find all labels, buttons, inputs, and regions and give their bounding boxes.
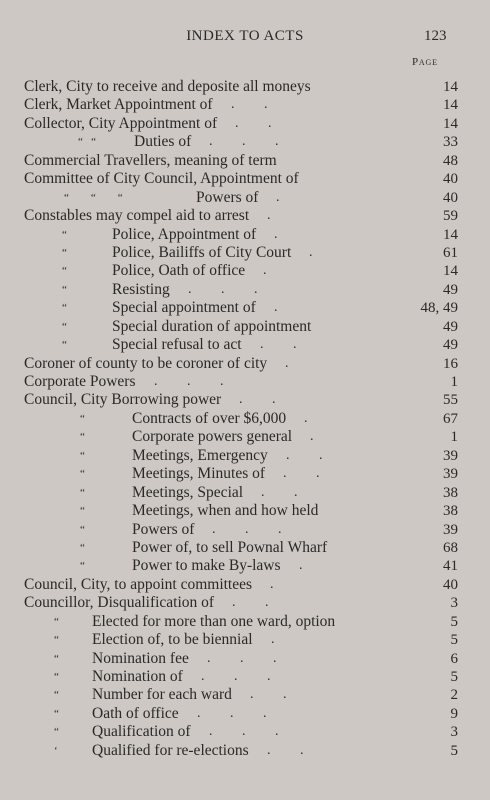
entry-page-number: 2: [450, 687, 458, 704]
index-entry: [0, 207, 490, 225]
index-entry: [0, 318, 490, 336]
leader-dots: . .: [286, 447, 323, 463]
ditto-mark: “: [62, 302, 67, 315]
index-entry: [0, 410, 490, 428]
entry-page-number: 5: [450, 669, 458, 685]
entry-text: Collector, City Appointment of: [24, 114, 218, 132]
entry-page-number: 39: [443, 521, 458, 538]
index-entry: [0, 355, 490, 373]
page-number: 123: [424, 28, 447, 44]
leader-dots: . .: [231, 97, 268, 113]
entry-text: Nomination of: [92, 668, 183, 685]
index-entry: [0, 465, 490, 483]
leader-dots: . . .: [197, 705, 267, 721]
entry-text: Elected for more than one ward, option: [92, 612, 336, 630]
ditto-mark: “: [80, 412, 85, 425]
ditto-mark: ‘: [54, 744, 58, 757]
ditto-mark: “: [54, 615, 59, 628]
leader-dots: . .: [239, 392, 276, 408]
ditto-mark: “: [62, 320, 67, 333]
leader-dots: . .: [250, 687, 287, 703]
entry-page-number: 49: [443, 281, 458, 298]
ditto-mark: “: [54, 689, 59, 702]
index-entry: [0, 226, 490, 244]
entry-page-number: 38: [443, 503, 458, 520]
entry-text: Corporate Powers: [24, 373, 136, 390]
index-entry: [0, 723, 490, 741]
leader-dots: .: [304, 410, 308, 426]
entry-page-number: 14: [443, 79, 458, 95]
index-entry: [0, 613, 490, 631]
leader-dots: . . .: [209, 724, 279, 740]
entry-page-number: 16: [443, 355, 458, 372]
entry-page-number: 5: [450, 613, 458, 630]
ditto-mark: “ “: [78, 136, 97, 149]
entry-text: Special appointment of: [112, 299, 256, 317]
entry-text: Powers of: [196, 188, 259, 206]
index-entry: [0, 594, 490, 612]
entry-page-number: 67: [443, 410, 458, 427]
index-entry: [0, 244, 490, 262]
entry-page-number: 59: [443, 208, 458, 225]
leader-dots: .: [310, 429, 314, 445]
entry-text: Clerk, Market Appointment of: [24, 96, 213, 114]
entry-text: Qualification of: [92, 723, 191, 741]
entry-text: Contracts of over $6,000: [132, 409, 287, 427]
entry-page-number: 40: [443, 189, 458, 206]
entry-text: Police, Bailiffs of City Court: [112, 243, 292, 261]
index-entry: [0, 705, 490, 723]
ditto-mark: “: [80, 523, 85, 536]
ditto-mark: “: [54, 671, 59, 683]
leader-dots: . .: [235, 115, 272, 131]
index-entry: [0, 521, 490, 539]
entry-page-number: 38: [443, 484, 458, 501]
entry-text: Meetings, Emergency: [132, 446, 268, 464]
index-entry: [0, 189, 490, 207]
entry-text: Committee of City Council, Appointment of: [24, 170, 299, 188]
entry-page-number: 39: [443, 466, 458, 483]
ditto-mark: “: [62, 246, 67, 259]
index-entry: [0, 557, 490, 575]
page-column-label: Page: [412, 56, 438, 68]
entry-text: Meetings, Special: [132, 483, 244, 501]
leader-dots: . . .: [154, 374, 224, 389]
entry-text: Qualified for re-elections: [92, 741, 249, 759]
entry-page-number: 39: [443, 447, 458, 464]
entry-text: Nomination fee: [92, 649, 189, 667]
entry-text: Council, City, to appoint committees: [24, 575, 253, 593]
index-entry: [0, 373, 490, 391]
index-entry: [0, 170, 490, 188]
index-entry: [0, 115, 490, 133]
entry-page-number: 14: [443, 97, 458, 114]
index-entry: [0, 650, 490, 668]
entry-text: Councillor, Disqualification of: [24, 594, 215, 612]
ditto-mark: “: [62, 283, 67, 296]
entry-page-number: 40: [443, 171, 458, 188]
leader-dots: .: [263, 263, 267, 279]
entry-page-number: 6: [450, 650, 458, 667]
ditto-mark: “: [80, 505, 85, 518]
leader-dots: .: [270, 576, 274, 592]
leader-dots: .: [267, 208, 271, 224]
entry-text: Special duration of appointment: [112, 317, 312, 335]
index-entry: [0, 428, 490, 446]
entry-text: Clerk, City to receive and deposite all moneys: [24, 78, 311, 95]
index-entry: [0, 631, 490, 649]
index-entry: [0, 576, 490, 594]
leader-dots: .: [274, 226, 278, 242]
index-entry: [0, 152, 490, 170]
ditto-mark: “: [62, 228, 67, 241]
ditto-mark: “: [80, 541, 85, 554]
entry-page-number: 49: [443, 337, 458, 354]
entry-text: Constables may compel aid to arrest: [24, 207, 250, 225]
ditto-mark: “: [54, 634, 59, 647]
index-entry: [0, 502, 490, 520]
entry-page-number: 5: [450, 632, 458, 649]
ditto-mark: “: [80, 431, 85, 444]
entry-page-number: 14: [443, 226, 458, 243]
entry-text: Police, Oath of office: [112, 262, 246, 280]
leader-dots: . . .: [207, 650, 277, 666]
leader-dots: . .: [260, 337, 297, 353]
ditto-mark: “: [62, 339, 67, 352]
leader-dots: .: [285, 355, 289, 371]
leader-dots: . . .: [212, 521, 282, 537]
entry-text: Corporate powers general: [132, 428, 293, 446]
entry-page-number: 9: [450, 705, 458, 722]
entry-text: Special refusal to act: [112, 336, 242, 354]
page-title: INDEX TO ACTS: [186, 28, 304, 44]
entry-text: Powers of: [132, 520, 195, 538]
leader-dots: . .: [261, 484, 298, 500]
leader-dots: . .: [232, 595, 269, 611]
entry-text: Power of, to sell Pownal Wharf: [132, 538, 328, 556]
entry-text: Oath of office: [92, 704, 179, 722]
entry-text: Duties of: [134, 133, 192, 151]
leader-dots: . . .: [201, 669, 271, 684]
entry-page-number: 14: [443, 263, 458, 280]
leader-dots: .: [309, 244, 313, 260]
entry-page-number: 40: [443, 576, 458, 593]
entry-page-number: 68: [443, 539, 458, 556]
index-entry: [0, 78, 490, 96]
leader-dots: . .: [283, 466, 320, 482]
ditto-mark: “: [54, 707, 59, 720]
entry-text: Number for each ward: [92, 686, 232, 704]
entry-text: Election of, to be biennial: [92, 631, 253, 649]
ditto-mark: “: [54, 726, 59, 739]
index-entry: [0, 262, 490, 280]
index-entry: [0, 742, 490, 760]
index-entry: [0, 336, 490, 354]
entry-text: Coroner of county to be coroner of city: [24, 354, 268, 372]
leader-dots: .: [299, 558, 303, 574]
index-entry: [0, 539, 490, 557]
entry-page-number: 33: [443, 134, 458, 151]
index-entry: [0, 299, 490, 317]
index-entry: [0, 96, 490, 114]
entry-text: Power to make By-laws: [132, 557, 281, 575]
leader-dots: . .: [267, 742, 304, 758]
ditto-mark: “: [54, 652, 59, 665]
entry-page-number: 48: [443, 152, 458, 169]
leader-dots: . . .: [188, 281, 258, 297]
index-entry: [0, 484, 490, 502]
entry-text: Resisting: [112, 280, 170, 298]
ditto-mark: “: [80, 486, 85, 499]
index-entry: [0, 447, 490, 465]
entry-page-number: 49: [443, 318, 458, 335]
index-entry: [0, 133, 490, 151]
entry-page-number: 3: [450, 595, 458, 612]
leader-dots: .: [274, 300, 278, 316]
entry-text: Commercial Travellers, meaning of term: [24, 151, 277, 169]
ditto-mark: “: [62, 265, 67, 278]
ditto-mark: “ “ “: [64, 191, 123, 204]
entry-text: Police, Appointment of: [112, 225, 257, 243]
entry-page-number: 1: [450, 374, 458, 390]
entry-page-number: 5: [450, 742, 458, 759]
ditto-mark: “: [80, 468, 85, 481]
entry-text: Council, City Borrowing power: [24, 391, 222, 409]
index-entry: [0, 391, 490, 409]
ditto-mark: “: [80, 449, 85, 462]
index-entry: [0, 668, 490, 686]
leader-dots: . . .: [209, 134, 279, 150]
index-entries: [0, 78, 490, 760]
entry-text: Meetings, when and how held: [132, 502, 319, 520]
leader-dots: .: [276, 189, 280, 205]
entry-page-number: 41: [443, 558, 458, 575]
entry-page-number: 1: [450, 429, 458, 446]
entry-text: Meetings, Minutes of: [132, 465, 266, 483]
leader-dots: .: [271, 632, 275, 648]
entry-page-number: 14: [443, 115, 458, 132]
entry-page-number: 61: [443, 244, 458, 261]
entry-page-number: 48, 49: [420, 300, 458, 317]
index-entry: [0, 281, 490, 299]
entry-page-number: 3: [450, 724, 458, 741]
entry-page-number: 55: [443, 392, 458, 409]
ditto-mark: “: [80, 560, 85, 573]
index-entry: [0, 686, 490, 704]
